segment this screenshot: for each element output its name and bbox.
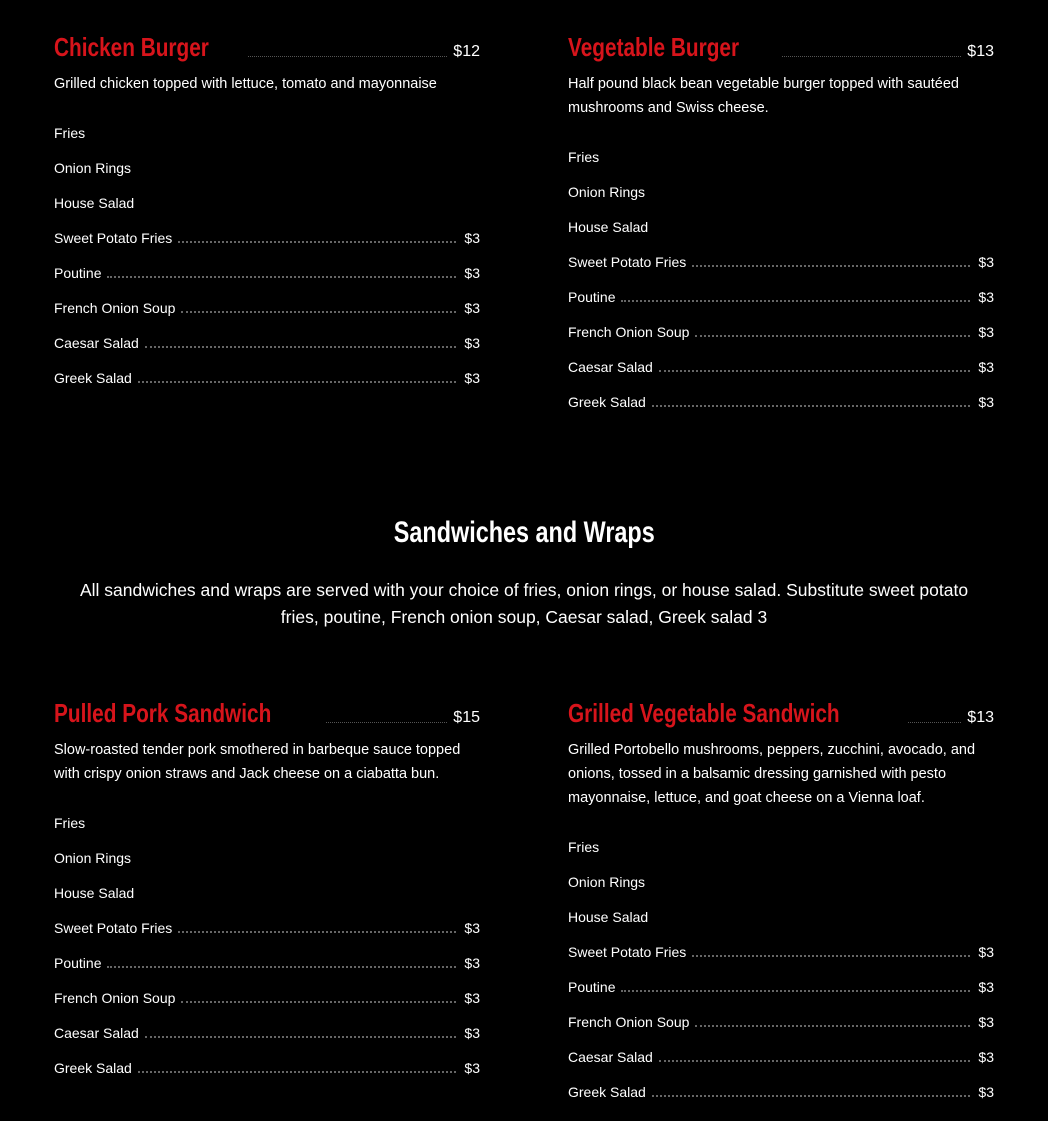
side-option-label: Fries [54,815,86,831]
side-option-price: $3 [978,944,994,960]
side-option-label: Onion Rings [54,160,132,176]
menu-item-header [54,694,480,728]
menu-item-name: Vegetable Burger [568,32,740,62]
side-option [54,1008,480,1043]
side-option [54,178,480,213]
menu-item-price: $12 [453,43,480,60]
side-option-label: Caesar Salad [54,1025,139,1041]
menu-item-description: Half pound black bean vegetable burger topped with sautéed mushrooms and Swiss cheese. [568,76,959,116]
leader-dots [659,1060,971,1062]
menu-item-description: Grilled chicken topped with lettuce, tomato and mayonnaise [54,76,437,92]
side-option-label: French Onion Soup [568,324,690,340]
side-option-label: Sweet Potato Fries [54,230,173,246]
menu-item-header [568,694,994,728]
side-option [568,307,994,342]
side-option-label: Fries [568,149,600,165]
side-option [568,962,994,997]
side-option-price: $3 [464,370,480,386]
leader-dots [107,966,456,968]
menu-item-header [568,28,994,62]
side-option-label: Sweet Potato Fries [54,920,173,936]
menu-item-chicken-burger [54,28,480,388]
side-option [54,353,480,388]
side-option [54,213,480,248]
menu-item-price: $13 [967,709,994,726]
leader-dots [326,722,448,723]
side-option [568,272,994,307]
menu-item-grilled-vegetable-sandwich [568,694,994,1102]
section-title [0,513,1048,553]
side-option-label: House Salad [54,885,135,901]
leader-dots [692,265,970,267]
side-option-price: $3 [978,1049,994,1065]
side-option [568,342,994,377]
side-option-label: House Salad [54,195,135,211]
side-option-label: Onion Rings [54,850,132,866]
leader-dots [782,56,961,57]
leader-dots [107,276,456,278]
side-option-price: $3 [978,1014,994,1030]
side-option-price: $3 [464,335,480,351]
side-option-price: $3 [464,920,480,936]
leader-dots [621,990,970,992]
side-option [54,318,480,353]
side-option [568,1032,994,1067]
menu-item-price: $13 [967,43,994,60]
side-option-price: $3 [978,979,994,995]
side-options-list [568,822,994,1102]
leader-dots [652,1095,971,1097]
side-option-price: $3 [978,289,994,305]
side-option [54,1043,480,1078]
side-option [54,868,480,903]
side-option-label: Greek Salad [568,394,646,410]
side-option-label: French Onion Soup [568,1014,690,1030]
side-option-label: Greek Salad [54,370,132,386]
side-option-label: Fries [568,839,600,855]
leader-dots [138,381,457,383]
menu-item-pulled-pork-sandwich [54,694,480,1078]
menu-item-name: Chicken Burger [54,32,209,62]
side-option-label: Onion Rings [568,184,646,200]
side-option [54,108,480,143]
side-option-label: Caesar Salad [54,335,139,351]
side-option-price: $3 [978,254,994,270]
side-option [568,822,994,857]
leader-dots [695,1025,970,1027]
side-option [568,857,994,892]
side-option [568,927,994,962]
side-options-list [54,798,480,1078]
menu-item-description: Slow-roasted tender pork smothered in barbeque sauce topped with crispy onion straws and Jack cheese on a ciabatta bun. [54,742,461,782]
side-option-label: Greek Salad [568,1084,646,1100]
leader-dots [178,931,456,933]
side-option [54,938,480,973]
leader-dots [181,1001,456,1003]
side-option-label: Fries [54,125,86,141]
side-option-price: $3 [978,1084,994,1100]
side-option-label: Greek Salad [54,1060,132,1076]
leader-dots [145,346,457,348]
side-options-list [54,108,480,388]
side-option-label: Onion Rings [568,874,646,890]
side-option [54,903,480,938]
side-option-price: $3 [464,1025,480,1041]
side-option-price: $3 [464,990,480,1006]
side-option-price: $3 [464,265,480,281]
side-option-price: $3 [978,394,994,410]
menu-item-name: Grilled Vegetable Sandwich [568,698,840,728]
side-option-label: Sweet Potato Fries [568,944,687,960]
leader-dots [621,300,970,302]
side-option-price: $3 [464,230,480,246]
side-option-price: $3 [464,955,480,971]
side-option [54,798,480,833]
leader-dots [181,311,456,313]
side-option-label: Sweet Potato Fries [568,254,687,270]
leader-dots [138,1071,457,1073]
side-option [54,283,480,318]
side-option-label: Caesar Salad [568,1049,653,1065]
side-option [54,973,480,1008]
leader-dots [652,405,971,407]
leader-dots [692,955,970,957]
side-option [568,892,994,927]
side-option-price: $3 [978,324,994,340]
leader-dots [695,335,970,337]
side-option-label: French Onion Soup [54,990,176,1006]
side-option [568,132,994,167]
section-note: All sandwiches and wraps are served with your choice of fries, onion rings, or house salad. Substitute sweet potato fries, poutine, French onion soup, Caesar salad, Greek salad 3 [79,580,969,627]
side-option [568,167,994,202]
side-option-price: $3 [978,359,994,375]
menu-item-header [54,28,480,62]
side-option [568,377,994,412]
side-option [568,202,994,237]
menu-item-name: Pulled Pork Sandwich [54,698,272,728]
side-option-label: House Salad [568,909,649,925]
side-option [568,237,994,272]
side-option-label: House Salad [568,219,649,235]
leader-dots [145,1036,457,1038]
side-option-price: $3 [464,1060,480,1076]
side-option [568,1067,994,1102]
side-option [54,248,480,283]
leader-dots [659,370,971,372]
side-option-label: Poutine [568,979,616,995]
side-option [568,997,994,1032]
menu-item-description: Grilled Portobello mushrooms, peppers, zucchini, avocado, and onions, tossed in a balsamic dressing garnished with pesto mayonnaise, lettuce, and goat cheese on a Vienna loaf. [568,742,976,806]
side-option-label: Poutine [54,265,102,281]
leader-dots [248,56,448,57]
side-option-label: Poutine [54,955,102,971]
menu-item-price: $15 [453,709,480,726]
side-option-label: Caesar Salad [568,359,653,375]
leader-dots [178,241,456,243]
side-option-label: French Onion Soup [54,300,176,316]
side-options-list [568,132,994,412]
side-option-price: $3 [464,300,480,316]
side-option [54,143,480,178]
side-option-label: Poutine [568,289,616,305]
menu-item-vegetable-burger [568,28,994,412]
side-option [54,833,480,868]
leader-dots [908,722,962,723]
section-title-text: Sandwiches and Wraps [393,516,655,549]
